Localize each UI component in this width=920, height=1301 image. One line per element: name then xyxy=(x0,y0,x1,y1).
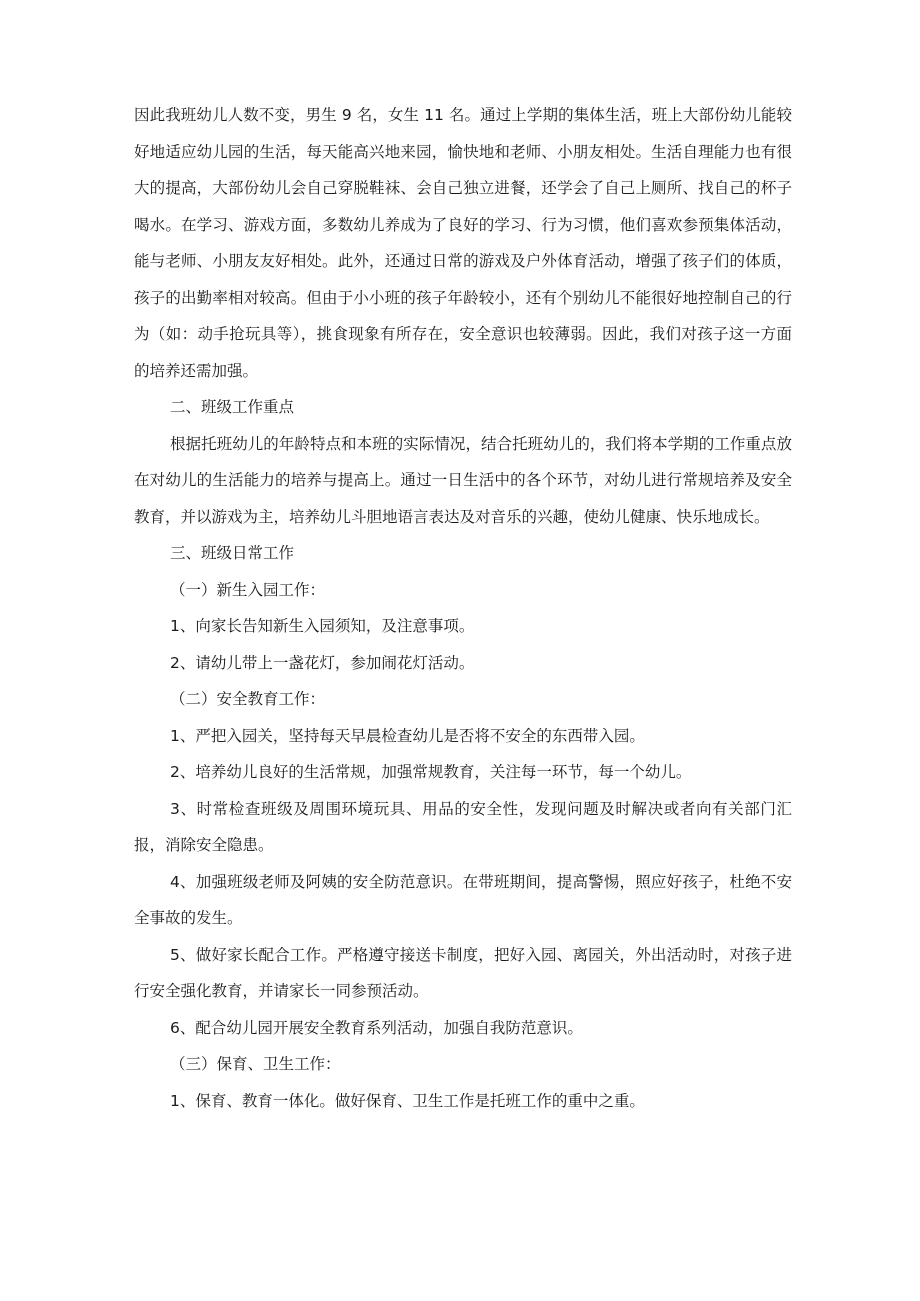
list-item: 3、时常检查班级及周围环境玩具、用品的安全性，发现问题及时解决或者向有关部门汇报，消除安全隐患。 xyxy=(134,799,792,854)
work-focus-paragraph: 根据托班幼儿的年龄特点和本班的实际情况，结合托班幼儿的，我们将本学期的工作重点放在对幼儿的生活能力的培养与提高上。通过一日生活中的各个环节，对幼儿进行常规培养及安全教育，并以游戏为主，培养幼儿斗胆地语言表达及对音乐的兴趣，使幼儿健康、快乐地成长。 xyxy=(134,434,792,526)
list-item: 5、做好家长配合工作。严格遵守接送卡制度，把好入园、离园关，外出活动时，对孩子进行安全强化教育，并请家长一同参预活动。 xyxy=(134,945,792,1000)
list-item: 6、配合幼儿园开展安全教育系列活动，加强自我防范意识。 xyxy=(170,1018,583,1037)
subsection-heading-care-hygiene: （三）保育、卫生工作： xyxy=(170,1055,341,1073)
list-item: 4、加强班级老师及阿姨的安全防范意识。在带班期间，提高警惕，照应好孩子，杜绝不安全事故的发生。 xyxy=(134,872,792,927)
list-item: 1、严把入园关，坚持每天早晨检查幼儿是否将不安全的东西带入园。 xyxy=(170,726,645,745)
subsection-heading-new-enrollment: （一）新生入园工作： xyxy=(170,580,326,599)
list-item: 2、培养幼儿良好的生活常规，加强常规教育，关注每一环节，每一个幼儿。 xyxy=(170,763,692,781)
list-item: 1、向家长告知新生入园须知，及注意事项。 xyxy=(170,617,475,635)
section-heading-work-focus: 二、班级工作重点 xyxy=(170,398,295,416)
document-body xyxy=(134,97,792,1119)
subsection-heading-safety-education: （二）安全教育工作： xyxy=(170,690,326,708)
section-heading-daily-work: 三、班级日常工作 xyxy=(170,544,295,562)
list-item: 2、请幼儿带上一盏花灯，参加闹花灯活动。 xyxy=(170,653,475,672)
list-item: 1、保育、教育一体化。做好保育、卫生工作是托班工作的重中之重。 xyxy=(170,1091,645,1110)
intro-paragraph: 因此我班幼儿人数不变，男生 9 名，女生 11 名。通过上学期的集体生活，班上大部份幼儿能较好地适应幼儿园的生活，每天能高兴地来园，愉快地和老师、小朋友相处。生活自理能力也有很大的提高，大部份幼儿会自己穿脱鞋袜、会自己独立进餐，还学会了自己上厕所、找自己的杯子喝水。在学习、游戏方面，多数幼儿养成为了良好的学习、行为习惯，他们喜欢参预集体活动，能与老师、小朋友友好相处。此外，还通过日常的游戏及户外体育活动，增强了孩子们的体质，孩子的出勤率相对较高。但由于小小班的孩子年龄较小，还有个别幼儿不能很好地控制自己的行为（如：动手抢玩具等），挑食现象有所存在，安全意识也较薄弱。因此，我们对孩子这一方面的培养还需加强。 xyxy=(134,106,792,380)
